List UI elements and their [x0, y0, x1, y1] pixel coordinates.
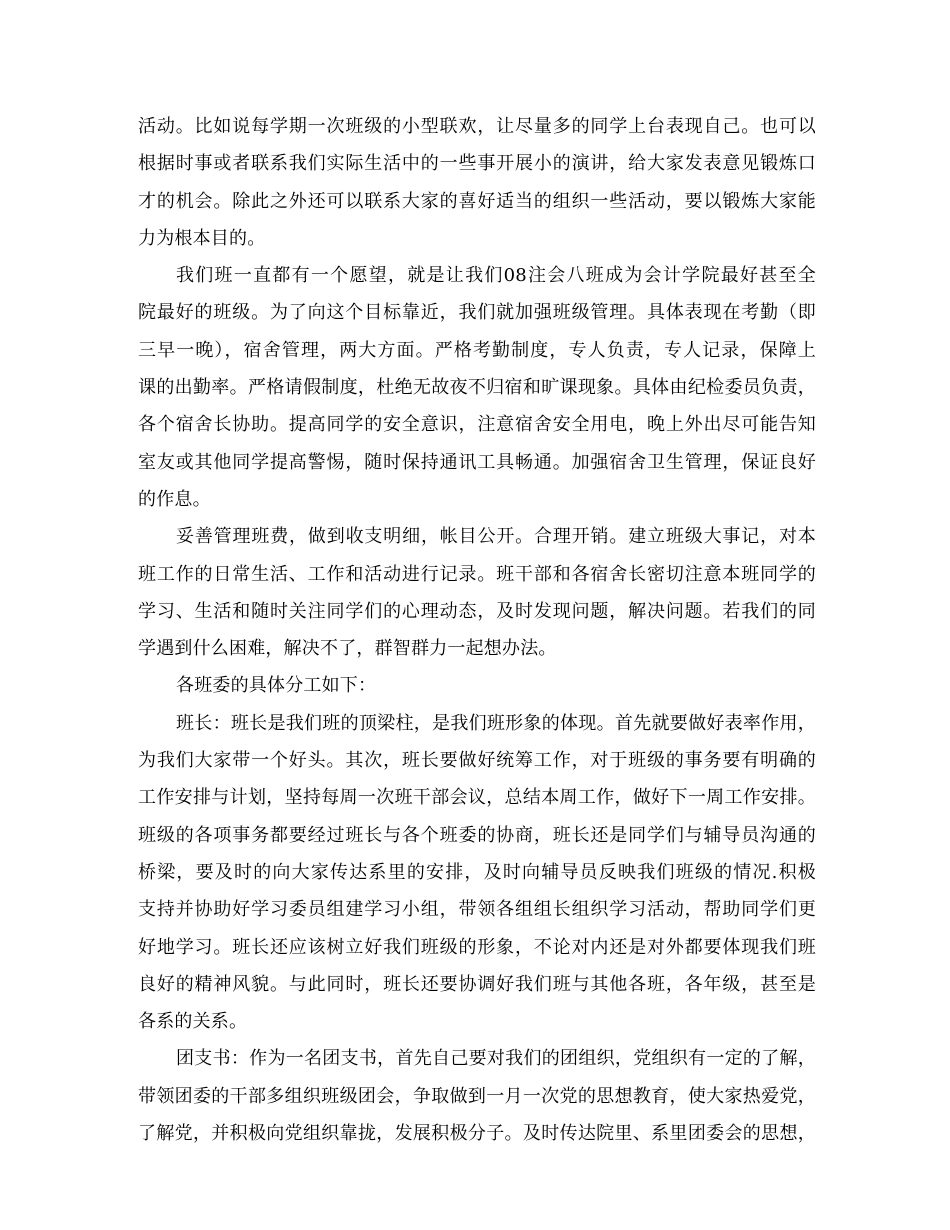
paragraph-1-line-2: 根据时事或者联系我们实际生活中的一些事开展小的演讲，给大家发表意见锻炼口 — [138, 153, 816, 175]
paragraph-3-line-1: 妥善管理班费，做到收支明细，帐目公开。合理开销。建立班级大事记，对本 — [176, 526, 816, 548]
paragraph-1-line-1: 活动。比如说每学期一次班级的小型联欢，让尽量多的同学上台表现自己。也可以 — [138, 116, 816, 137]
paragraph-1-line-4: 力为根本目的。 — [138, 227, 266, 249]
paragraph-5-line-1: 班长：班长是我们班的顶梁柱，是我们班形象的体现。首先就要做好表率作用， — [176, 712, 816, 734]
paragraph-1-line-3: 才的机会。除此之外还可以联系大家的喜好适当的组织一些活动，要以锻炼大家能 — [138, 190, 816, 212]
paragraph-2-line-4: 课的出勤率。严格请假制度，杜绝无故夜不归宿和旷课现象。具体由纪检委员负责， — [138, 377, 816, 399]
paragraph-3-line-2: 班工作的日常生活、工作和活动进行记录。班干部和各宿舍长密切注意本班同学的 — [138, 563, 816, 585]
paragraph-5-line-6: 支持并协助好学习委员组建学习小组，带领各组组长组织学习活动，帮助同学们更 — [138, 899, 816, 921]
paragraph-3-line-4: 学遇到什么困难，解决不了，群智群力一起想办法。 — [138, 638, 557, 660]
paragraph-2-line-5: 各个宿舍长协助。提高同学的安全意识，注意宿舍安全用电，晚上外出尽可能告知 — [138, 414, 816, 436]
paragraph-2-line-7: 的作息。 — [138, 488, 211, 510]
paragraph-6-line-2: 带领团委的干部多组织班级团会，争取做到一月一次党的思想教育，使大家热爱党， — [138, 1085, 816, 1107]
paragraph-2-line-2: 院最好的班级。为了向这个目标靠近，我们就加强班级管理。具体表现在考勤（即 — [138, 302, 816, 324]
paragraph-6-line-1: 团支书：作为一名团支书，首先自己要对我们的团组织，党组织有一定的了解， — [176, 1048, 816, 1070]
paragraph-5-line-2: 为我们大家带一个好头。其次，班长要做好统筹工作，对于班级的事务要有明确的 — [138, 750, 816, 772]
paragraph-5-line-9: 各系的关系。 — [138, 1011, 248, 1033]
paragraph-5-line-7: 好地学习。班长还应该树立好我们班级的形象，不论对内还是对外都要体现我们班 — [138, 936, 816, 958]
paragraph-2-line-1: 我们班一直都有一个愿望，就是让我们08注会八班成为会计学院最好甚至全 — [176, 265, 816, 287]
paragraph-5-line-5: 桥梁，要及时的向大家传达系里的安排，及时向辅导员反映我们班级的情况.积极 — [138, 861, 816, 883]
paragraph-5-line-8: 良好的精神风貌。与此同时，班长还要协调好我们班与其他各班，各年级，甚至是 — [138, 973, 816, 995]
paragraph-2-line-6: 室友或其他同学提高警惕，随时保持通讯工具畅通。加强宿舍卫生管理，保证良好 — [138, 451, 816, 473]
document-body — [138, 108, 816, 1152]
paragraph-4-line-1: 各班委的具体分工如下： — [176, 675, 377, 697]
paragraph-2-line-3: 三早一晚），宿舍管理，两大方面。严格考勤制度，专人负责，专人记录，保障上 — [138, 339, 816, 361]
paragraph-5-line-4: 班级的各项事务都要经过班长与各个班委的协商，班长还是同学们与辅导员沟通的 — [138, 824, 816, 846]
paragraph-6-line-3: 了解党，并积极向党组织靠拢，发展积极分子。及时传达院里、系里团委会的思想， — [138, 1123, 816, 1145]
paragraph-3-line-3: 学习、生活和随时关注同学们的心理动态，及时发现问题，解决问题。若我们的同 — [138, 600, 816, 622]
paragraph-5-line-3: 工作安排与计划，坚持每周一次班干部会议，总结本周工作，做好下一周工作安排。 — [138, 787, 816, 809]
